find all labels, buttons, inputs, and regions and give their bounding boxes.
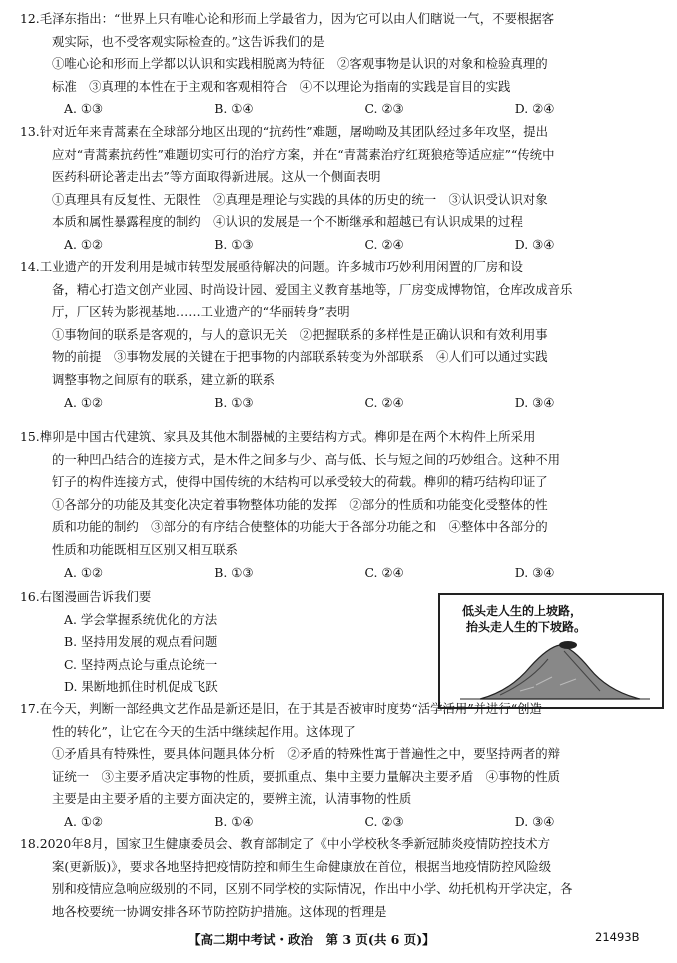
question-stem: 地各校要统一协调安排各环节防控防护措施。这体现的哲理是 (52, 903, 387, 919)
option-a: A. 学会掌握系统优化的方法 (64, 611, 218, 627)
question-stem: 观实际，也不受客观实际检查的。”这告诉我们的是 (52, 33, 325, 49)
question-18 (20, 833, 665, 923)
question-stem: 备，精心打造文创产业园、时尚设计园、爱国主义教育基地等，厂房变成博物馆，仓库改成音乐 (52, 281, 573, 297)
cartoon-image (438, 593, 664, 709)
option-d: D. ③④ (514, 394, 555, 410)
mountain-illustration (440, 595, 662, 707)
statement-line: 调整事物之间原有的联系，建立新的联系 (52, 371, 276, 387)
option-c: C. ②④ (364, 236, 404, 252)
option-d: D. 果断地抓住时机促成飞跃 (64, 679, 218, 695)
question-stem: 16.右图漫画告诉我们要 (20, 589, 152, 604)
option-d: D. ③④ (514, 564, 555, 580)
statement-line: 标准 ③真理的本性在于主观和客观相符合 ④不以理论为指南的实践是盲目的实践 (52, 78, 511, 94)
option-b: B. ①④ (214, 101, 254, 117)
option-b: B. ①③ (214, 564, 254, 580)
statement-line: 本质和属性暴露程度的制约 ④认识的发展是一个不断继承和超越已有认识成果的过程 (52, 214, 523, 230)
option-c: C. ②③ (364, 813, 404, 829)
option-c: C. ②④ (364, 564, 404, 580)
question-stem: 应对“青蒿素抗药性”难题切实可行的治疗方案，并在“青蒿素治疗红斑狼疮等适应症”“传统中 (52, 146, 555, 162)
statement-line: 证统一 ③主要矛盾决定事物的性质，要抓重点、集中主要力量解决主要矛盾 ④事物的性质 (52, 768, 561, 784)
option-a: A. ①② (64, 813, 104, 829)
option-c: C. ②④ (364, 394, 404, 410)
question-stem: 18.2020年8月，国家卫生健康委员会、教育部制定了《中小学校秋冬季新冠肺炎疫情防控技术方 (20, 836, 550, 851)
question-17 (20, 698, 665, 834)
question-13 (20, 121, 665, 257)
cartoon-caption-line: 抬头走人生的下坡路。 (466, 620, 587, 634)
answer-options (20, 392, 665, 415)
answer-options (20, 562, 665, 585)
question-stem: 案(更新版)》，要求各地坚持把疫情防控和师生生命健康放在首位，根据当地疫情防控风险级 (52, 858, 552, 874)
statement-line: ①矛盾具有特殊性，要具体问题具体分析 ②矛盾的特殊性寓于普遍性之中，要坚持两者的辩 (52, 746, 561, 762)
option-a: A. ①② (64, 394, 104, 410)
question-stem: 15.榫卯是中国古代建筑、家具及其他木制器械的主要结构方式。榫卯是在两个木构件上所采用 (20, 429, 536, 444)
statement-line: ①各部分的功能及其变化决定着事物整体功能的发挥 ②部分的性质和功能变化受整体的性 (52, 496, 548, 512)
statement-line: ①唯心论和形而上学都以认识和实践相脱离为特征 ②客观事物是认识的对象和检验真理的 (52, 56, 548, 72)
option-a: A. ①② (64, 236, 104, 252)
answer-options (20, 98, 665, 121)
question-14 (20, 256, 665, 414)
question-stem: 医药科研论著走出去”等方面取得新进展。这从一个侧面表明 (52, 169, 381, 185)
option-c: C. ②③ (364, 101, 404, 117)
option-b: B. ①③ (214, 394, 254, 410)
option-b: B. ①④ (214, 813, 254, 829)
option-a: A. ①② (64, 564, 104, 580)
question-stem: 17.在今天，判断一部经典文艺作品是新还是旧，在于其是否被审时度势“活学活用”并进行“创造 (20, 701, 542, 716)
statement-line: 性质和功能既相互区别又相互联系 (52, 541, 238, 557)
answer-options (20, 811, 665, 834)
option-b: B. 坚持用发展的观点看问题 (64, 634, 218, 650)
footer-code: 21493B (595, 930, 640, 944)
option-a: A. ①③ (64, 101, 104, 117)
option-d: D. ③④ (514, 813, 555, 829)
question-stem: 钉子的构件连接方式，使得中国传统的木结构可以承受较大的荷载。榫卯的精巧结构印证了 (52, 474, 548, 490)
question-stem: 的一种凹凸结合的连接方式，是木件之间多与少、高与低、长与短之间的巧妙组合。这种不用 (52, 451, 561, 467)
question-12 (20, 8, 665, 121)
page-footer (0, 928, 677, 952)
question-stem: 12.毛泽东指出：“世界上只有唯心论和形而上学最省力，因为它可以由人们瞎说一气，不要根据客 (20, 11, 555, 26)
question-stem: 厅，厂区转为影视基地……工业遗产的“华丽转身”表明 (52, 304, 350, 320)
question-15 (20, 426, 665, 584)
statement-line: 质和功能的制约 ③部分的有序结合使整体的功能大于各部分功能之和 ④整体中各部分的 (52, 519, 548, 535)
answer-options (20, 234, 665, 257)
question-stem: 14.工业遗产的开发利用是城市转型发展亟待解决的问题。许多城市巧妙利用闲置的厂房和设 (20, 259, 523, 274)
cartoon-caption-line: 低头走人生的上坡路， (462, 604, 583, 618)
statement-line: 物的前提 ③事物发展的关键在于把事物的内部联系转变为外部联系 ④人们可以通过实践 (52, 349, 548, 365)
footer-title: 【高二期中考试・政治 第 3 页(共 6 页)】 (188, 932, 435, 947)
question-stem: 13.针对近年来青蒿素在全球部分地区出现的“抗药性”难题，屠呦呦及其团队经过多年攻坚，提出 (20, 124, 548, 139)
option-d: D. ②④ (514, 101, 555, 117)
question-16 (20, 586, 430, 699)
statement-line: ①事物间的联系是客观的，与人的意识无关 ②把握联系的多样性是正确认识和有效利用事 (52, 326, 548, 342)
question-stem: 别和疫情应急响应级别的不同，区别不同学校的实际情况，作出中小学、幼托机构开学决定，各 (52, 881, 573, 897)
statement-line: 主要是由主要矛盾的主要方面决定的，要辨主流，认清事物的性质 (52, 791, 412, 807)
option-c: C. 坚持两点论与重点论统一 (64, 656, 218, 672)
option-b: B. ①③ (214, 236, 254, 252)
question-stem: 性的转化”，让它在今天的生活中继续起作用。这体现了 (52, 723, 356, 739)
option-d: D. ③④ (514, 236, 555, 252)
statement-line: ①真理具有反复性、无限性 ②真理是理论与实践的具体的历史的统一 ③认识受认识对象 (52, 191, 548, 207)
